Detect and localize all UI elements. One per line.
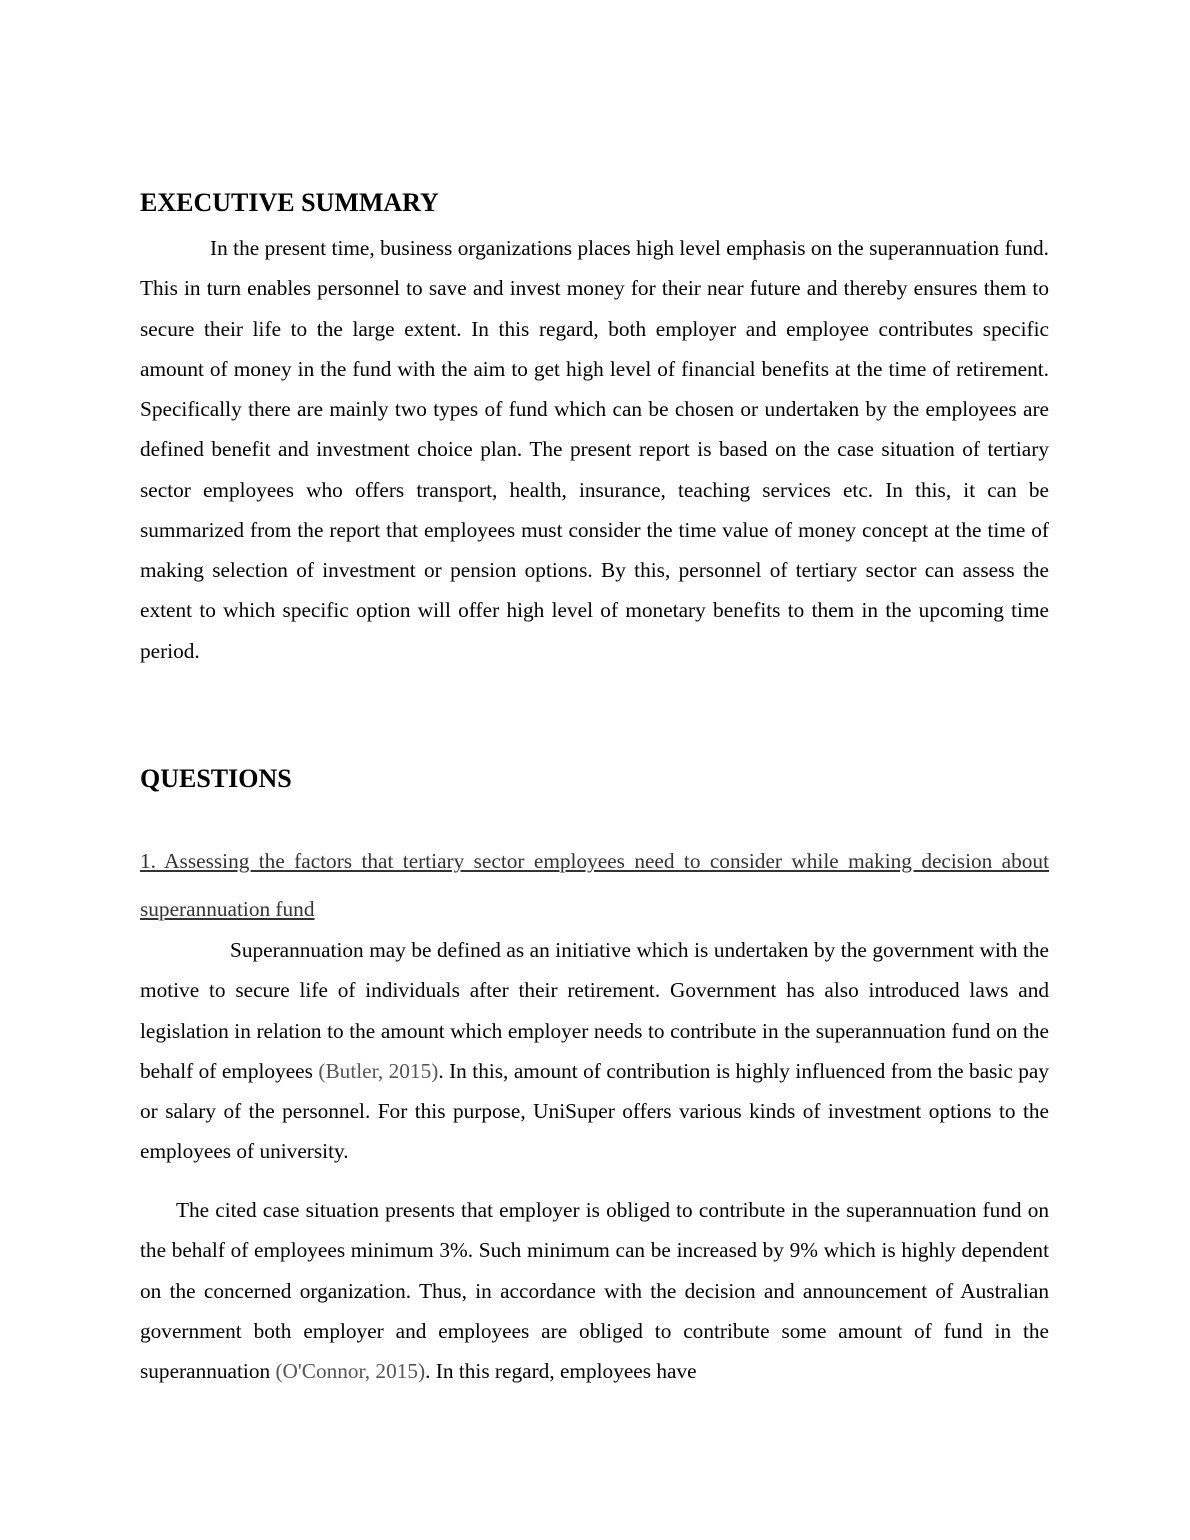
question-1-paragraph-1: [140, 930, 1049, 1172]
question-1-paragraph-2: [140, 1190, 1049, 1391]
paragraph-text: Superannuation may be defined as an initiative which is undertaken by the government with the motive to secure life of individuals after their retirement. Government has also introduced laws and legislation in relation to the amount which employer needs to contribute in the superannuation fund on the behalf of employees: [140, 938, 1049, 1083]
executive-summary-paragraph: In the present time, business organizations places high level emphasis on the superannuation fund. This in turn enables personnel to save and invest money for their near future and thereby ensures them to secure their life to the large extent. In this regard, both employer and employee contributes specific amount of money in the fund with the aim to get high level of financial benefits at the time of retirement. Specifically there are mainly two types of fund which can be chosen or undertaken by the employees are defined benefit and investment choice plan. The present report is based on the case situation of tertiary sector employees who offers transport, health, insurance, teaching services etc. In this, it can be summarized from the report that employees must consider the time value of money concept at the time of making selection of investment or pension options. By this, personnel of tertiary sector can assess the extent to which specific option will offer high level of monetary benefits to them in the upcoming time period.: [140, 236, 1049, 663]
citation: (O'Connor, 2015): [275, 1359, 426, 1383]
executive-summary-heading: EXECUTIVE SUMMARY: [140, 188, 439, 217]
paragraph-text: . In this, amount of contribution is highly influenced from the basic pay or salary of the personnel. For this purpose, UniSuper offers various kinds of investment options to the employees of university.: [140, 1058, 1049, 1164]
citation: (Butler, 2015): [318, 1058, 439, 1083]
paragraph-text: The cited case situation presents that employer is obliged to contribute in the superannuation fund on the behalf of employees minimum 3%. Such minimum can be increased by 9% which is highly dependent on the concerned organization. Thus, in accordance with the decision and announcement of Australian government both employer and employees are obliged to contribute some amount of fund in the superannuation: [140, 1198, 1049, 1383]
paragraph-text: . In this regard, employees have: [425, 1359, 697, 1383]
questions-heading: QUESTIONS: [140, 764, 292, 793]
question-1-heading: 1. Assessing the factors that tertiary sector employees need to consider while making decision about superannuation fund: [140, 849, 1049, 921]
